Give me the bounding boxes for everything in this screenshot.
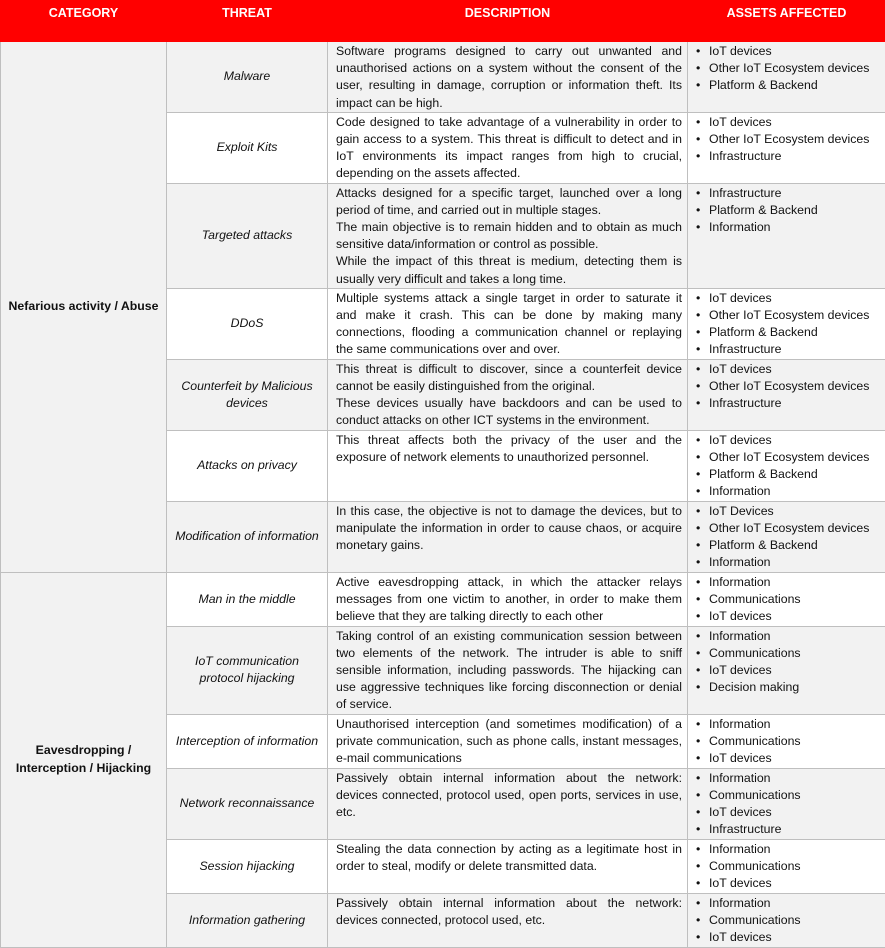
header-description: DESCRIPTION bbox=[328, 1, 688, 42]
list-item: • IoT devices bbox=[696, 750, 880, 767]
list-item: • Information bbox=[696, 574, 880, 591]
list-item: • Information bbox=[696, 841, 880, 858]
assets-affected bbox=[688, 768, 885, 839]
description-paragraph: The main objective is to remain hidden and to obtain as much sensitive data/information or control as possible. bbox=[336, 219, 682, 253]
assets-affected bbox=[688, 288, 885, 359]
assets-affected bbox=[688, 42, 885, 113]
assets-list bbox=[696, 770, 880, 839]
list-item: • Other IoT Ecosystem devices bbox=[696, 378, 880, 395]
assets-list bbox=[696, 574, 880, 626]
description-paragraph: Active eavesdropping attack, in which the attacker relays messages from one victim to another, in order to make them believe that they are talking directly to each other bbox=[336, 574, 682, 626]
description-paragraph: Multiple systems attack a single target in order to saturate it and make it crash. This can be done by making many connections, flooding a communication channel or replaying the same communications over and over. bbox=[336, 290, 682, 359]
threat-description bbox=[328, 501, 688, 572]
threat-description bbox=[328, 893, 688, 947]
threat-description bbox=[328, 288, 688, 359]
assets-affected bbox=[688, 626, 885, 714]
list-item: • IoT devices bbox=[696, 432, 880, 449]
header-threat: THREAT bbox=[167, 1, 328, 42]
list-item: • Information bbox=[696, 716, 880, 733]
header-assets: ASSETS AFFECTED bbox=[688, 1, 885, 42]
assets-list bbox=[696, 432, 880, 501]
header-row bbox=[1, 1, 885, 42]
list-item: • Platform & Backend bbox=[696, 466, 880, 483]
description-paragraph: Code designed to take advantage of a vulnerability in order to gain access to a system. This threat is difficult to detect and in IoT environments its impact ranges from high to crucial, depending on the assets affected. bbox=[336, 114, 682, 183]
assets-list bbox=[696, 361, 880, 413]
list-item: • IoT devices bbox=[696, 361, 880, 378]
list-item: • Other IoT Ecosystem devices bbox=[696, 520, 880, 537]
assets-list bbox=[696, 628, 880, 697]
list-item: • IoT devices bbox=[696, 114, 880, 131]
threat-description bbox=[328, 714, 688, 768]
assets-affected bbox=[688, 359, 885, 430]
threat-name: Attacks on privacy bbox=[167, 430, 328, 501]
header-category: CATEGORY bbox=[1, 1, 167, 42]
threat-description bbox=[328, 839, 688, 893]
threat-name: Session hijacking bbox=[167, 839, 328, 893]
list-item: • IoT devices bbox=[696, 929, 880, 946]
list-item: • Other IoT Ecosystem devices bbox=[696, 131, 880, 148]
assets-affected bbox=[688, 112, 885, 183]
threat-name: Malware bbox=[167, 42, 328, 113]
assets-list bbox=[696, 895, 880, 947]
threat-name: Network reconnaissance bbox=[167, 768, 328, 839]
assets-affected bbox=[688, 714, 885, 768]
description-paragraph: Attacks designed for a specific target, launched over a long period of time, and carried out in multiple stages. bbox=[336, 185, 682, 219]
threat-description bbox=[328, 112, 688, 183]
list-item: • IoT devices bbox=[696, 608, 880, 625]
list-item: • Information bbox=[696, 483, 880, 500]
list-item: • IoT Devices bbox=[696, 503, 880, 520]
list-item: • Infrastructure bbox=[696, 148, 880, 165]
category-eavesdropping: Eavesdropping / Interception / Hijacking bbox=[1, 572, 167, 947]
threat-name: Information gathering bbox=[167, 893, 328, 947]
threat-description bbox=[328, 183, 688, 288]
table-body bbox=[1, 42, 885, 948]
list-item: • Information bbox=[696, 628, 880, 645]
description-paragraph: Taking control of an existing communication session between two elements of the network. The intruder is able to sniff sensible information, including passwords. The hijacking can use aggressive techniques like forcing disconnection or denial of service. bbox=[336, 628, 682, 714]
list-item: • Decision making bbox=[696, 679, 880, 696]
description-paragraph: This threat is difficult to discover, since a counterfeit device cannot be easily distinguished from the original. bbox=[336, 361, 682, 395]
description-paragraph: This threat affects both the privacy of the user and the exposure of network elements to unauthorized personnel. bbox=[336, 432, 682, 466]
list-item: • Communications bbox=[696, 645, 880, 662]
assets-list bbox=[696, 841, 880, 893]
description-paragraph: Passively obtain internal information about the network: devices connected, protocol used, etc. bbox=[336, 895, 682, 929]
list-item: • Communications bbox=[696, 787, 880, 804]
description-paragraph: Software programs designed to carry out unwanted and unauthorised actions on a system without the consent of the user, resulting in damage, corruption or information theft. Its impact can be high. bbox=[336, 43, 682, 112]
table-row bbox=[1, 42, 885, 113]
list-item: • Information bbox=[696, 554, 880, 571]
threat-description bbox=[328, 768, 688, 839]
description-paragraph: Unauthorised interception (and sometimes modification) of a private communication, such as phone calls, instant messages, e-mail communications bbox=[336, 716, 682, 768]
list-item: • IoT devices bbox=[696, 290, 880, 307]
threat-description bbox=[328, 42, 688, 113]
assets-list bbox=[696, 43, 880, 95]
assets-list bbox=[696, 114, 880, 166]
threat-name: Exploit Kits bbox=[167, 112, 328, 183]
assets-affected bbox=[688, 430, 885, 501]
assets-list bbox=[696, 185, 880, 237]
threat-description bbox=[328, 430, 688, 501]
list-item: • Information bbox=[696, 770, 880, 787]
assets-affected bbox=[688, 183, 885, 288]
list-item: • Communications bbox=[696, 912, 880, 929]
list-item: • IoT devices bbox=[696, 662, 880, 679]
threat-description bbox=[328, 572, 688, 626]
list-item: • Communications bbox=[696, 858, 880, 875]
threat-description bbox=[328, 626, 688, 714]
description-paragraph: Passively obtain internal information about the network: devices connected, protocol used, open ports, services in use, etc. bbox=[336, 770, 682, 822]
description-paragraph: These devices usually have backdoors and can be used to conduct attacks on other ICT systems in the environment. bbox=[336, 395, 682, 429]
list-item: • IoT devices bbox=[696, 43, 880, 60]
description-paragraph: Stealing the data connection by acting as a legitimate host in order to steal, modify or delete transmitted data. bbox=[336, 841, 682, 875]
list-item: • Platform & Backend bbox=[696, 324, 880, 341]
list-item: • Platform & Backend bbox=[696, 202, 880, 219]
list-item: • Infrastructure bbox=[696, 341, 880, 358]
list-item: • Information bbox=[696, 219, 880, 236]
list-item: • Other IoT Ecosystem devices bbox=[696, 449, 880, 466]
category-nefarious: Nefarious activity / Abuse bbox=[1, 42, 167, 573]
list-item: • Communications bbox=[696, 733, 880, 750]
assets-affected bbox=[688, 572, 885, 626]
list-item: • IoT devices bbox=[696, 875, 880, 892]
assets-list bbox=[696, 716, 880, 768]
assets-list bbox=[696, 503, 880, 572]
list-item: • Communications bbox=[696, 591, 880, 608]
list-item: • Infrastructure bbox=[696, 185, 880, 202]
threat-name: Modification of information bbox=[167, 501, 328, 572]
threat-description bbox=[328, 359, 688, 430]
list-item: • Infrastructure bbox=[696, 821, 880, 838]
threat-name: Interception of information bbox=[167, 714, 328, 768]
list-item: • Information bbox=[696, 895, 880, 912]
threat-name: Counterfeit by Malicious devices bbox=[167, 359, 328, 430]
table-row bbox=[1, 572, 885, 626]
assets-affected bbox=[688, 501, 885, 572]
list-item: • Platform & Backend bbox=[696, 537, 880, 554]
list-item: • IoT devices bbox=[696, 804, 880, 821]
threat-name: Targeted attacks bbox=[167, 183, 328, 288]
list-item: • Platform & Backend bbox=[696, 77, 880, 94]
assets-affected bbox=[688, 893, 885, 947]
threat-name: IoT communication protocol hijacking bbox=[167, 626, 328, 714]
list-item: • Other IoT Ecosystem devices bbox=[696, 60, 880, 77]
description-paragraph: While the impact of this threat is medium, detecting them is usually very difficult and takes a long time. bbox=[336, 253, 682, 287]
list-item: • Other IoT Ecosystem devices bbox=[696, 307, 880, 324]
threat-name: DDoS bbox=[167, 288, 328, 359]
assets-list bbox=[696, 290, 880, 359]
list-item: • Infrastructure bbox=[696, 395, 880, 412]
threat-name: Man in the middle bbox=[167, 572, 328, 626]
assets-affected bbox=[688, 839, 885, 893]
description-paragraph: In this case, the objective is not to damage the devices, but to manipulate the information in order to cause chaos, or acquire monetary gains. bbox=[336, 503, 682, 555]
